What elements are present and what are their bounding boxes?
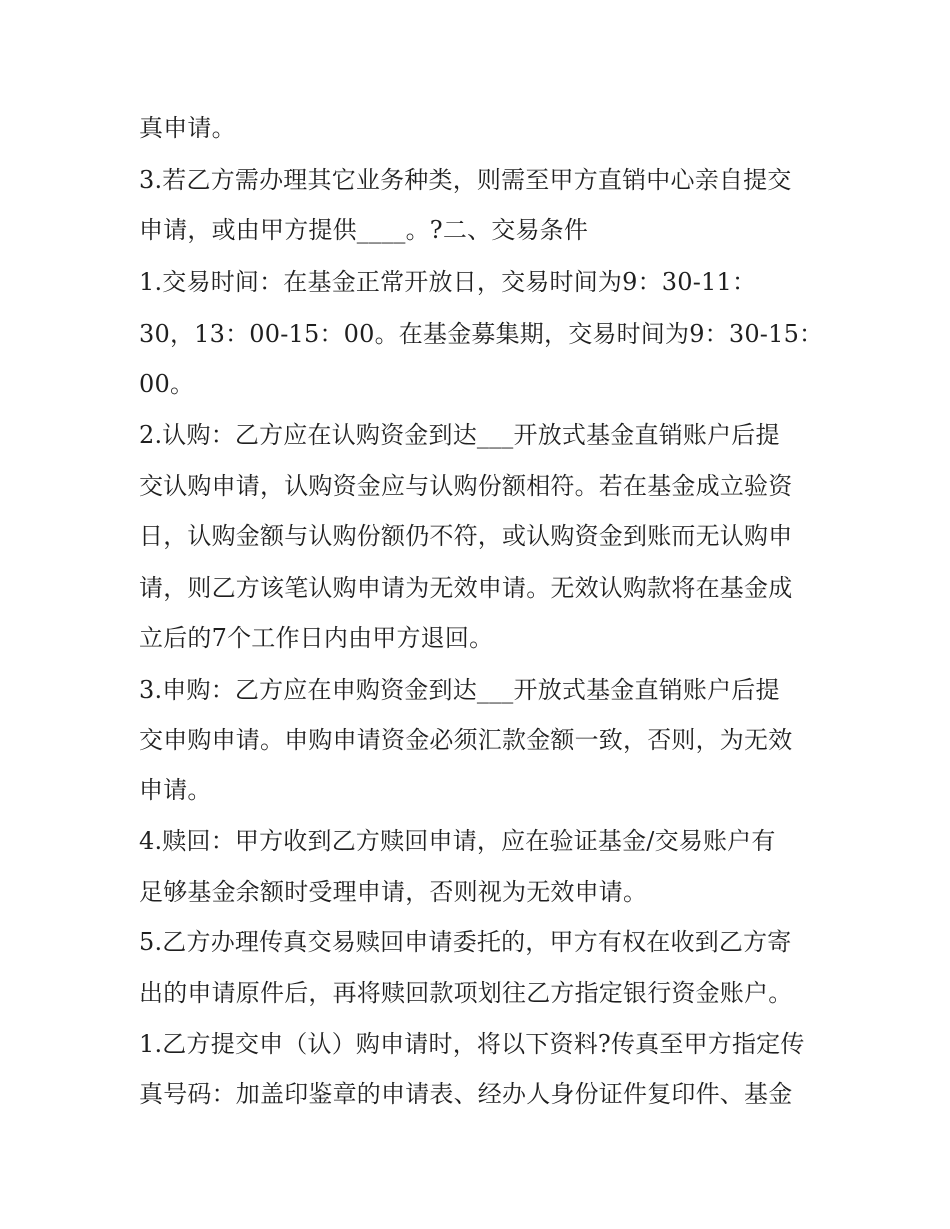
text-line: 出的申请原件后，再将赎回款项划往乙方指定银行资金账户。 (139, 979, 793, 1007)
text-line: 1.交易时间：在基金正常开放日，交易时间为9：30-11： (139, 268, 757, 296)
text-line: 2.认购：乙方应在认购资金到达___开放式基金直销账户后提 (139, 421, 780, 449)
text-line: 1.乙方提交申（认）购申请时，将以下资料?传真至甲方指定传 (139, 1030, 805, 1058)
text-line: 申请。 (139, 776, 212, 804)
text-line: 交认购申请，认购资金应与认购份额相符。若在基金成立验资 (139, 472, 793, 500)
text-line: 4.赎回：甲方收到乙方赎回申请，应在验证基金/交易账户有 (139, 827, 776, 855)
text-line: 申请，或由甲方提供____。?二、交易条件 (139, 216, 589, 244)
text-line: 足够基金余额时受理申请，否则视为无效申请。 (139, 878, 648, 906)
text-line: 真申请。 (139, 114, 236, 142)
text-line: 3.若乙方需办理其它业务种类，则需至甲方直销中心亲自提交 (139, 166, 792, 194)
text-line: 5.乙方办理传真交易赎回申请委托的，甲方有权在收到乙方寄 (139, 928, 792, 956)
text-line: 交申购申请。申购申请资金必须汇款金额一致，否则，为无效 (139, 726, 793, 754)
text-line: 00。 (139, 370, 195, 398)
text-line: 日，认购金额与认购份额仍不符，或认购资金到账而无认购申 (139, 522, 793, 550)
text-line: 立后的7个工作日内由甲方退回。 (139, 624, 494, 652)
text-line: 请，则乙方该笔认购申请为无效申请。无效认购款将在基金成 (139, 574, 793, 602)
text-line: 真号码：加盖印鉴章的申请表、经办人身份证件复印件、基金 (139, 1080, 793, 1108)
text-line: 3.申购：乙方应在申购资金到达___开放式基金直销账户后提 (139, 676, 780, 704)
text-line: 30，13：00-15：00。在基金募集期，交易时间为9：30-15： (139, 320, 824, 348)
